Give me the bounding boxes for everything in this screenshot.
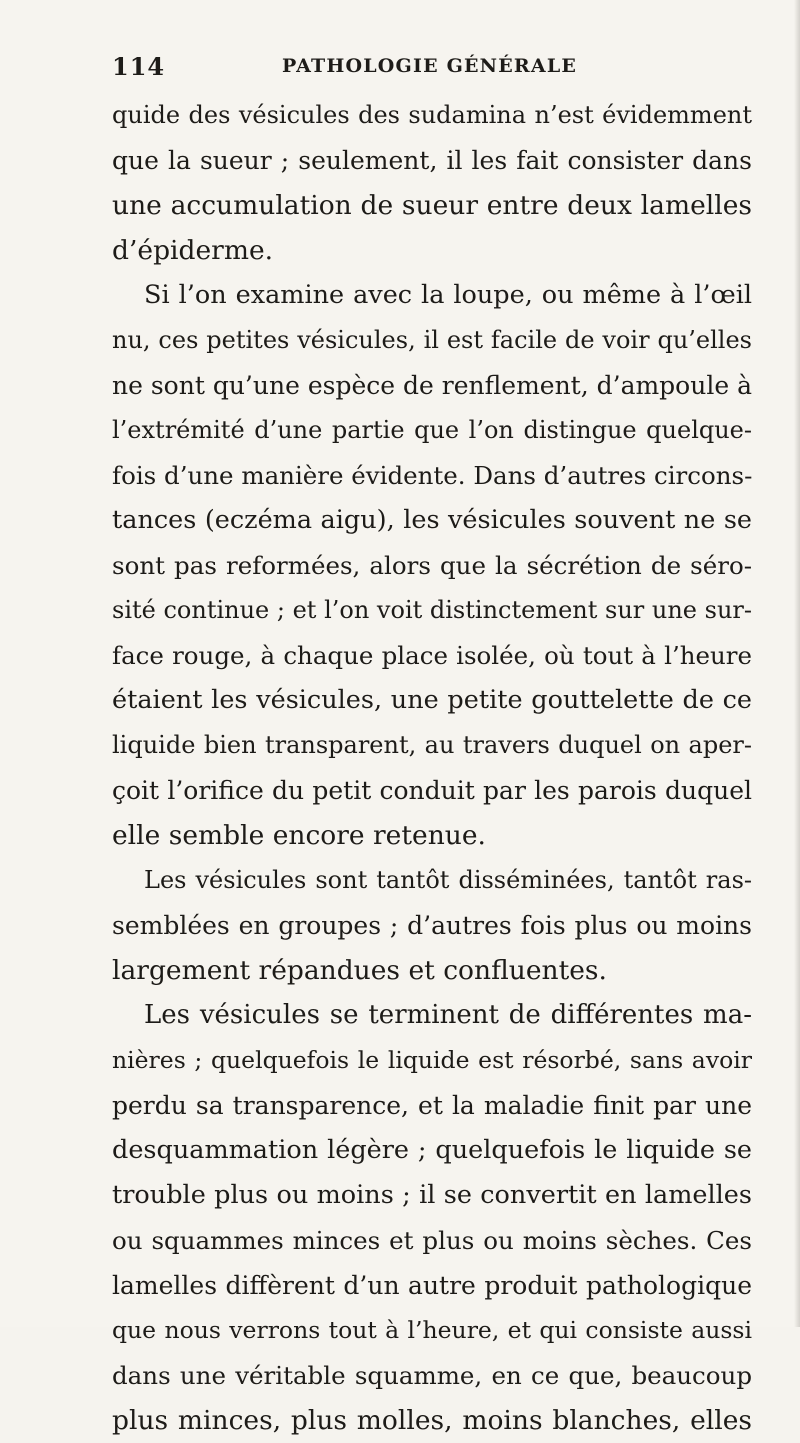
text-line: perdu sa transparence, et la maladie finit par une bbox=[112, 1091, 752, 1120]
text-line: dans une véritable squamme, en ce que, beaucoup bbox=[112, 1361, 752, 1390]
text-line: étaient les vésicules, une petite gouttelette de ce bbox=[112, 685, 752, 715]
running-head bbox=[112, 52, 752, 92]
text-line: largement répandues et confluentes. bbox=[112, 955, 607, 986]
text-line: tances (eczéma aigu), les vésicules souvent ne se bbox=[112, 505, 752, 535]
text-line: nu, ces petites vésicules, il est facile de voir qu’elles bbox=[112, 326, 752, 354]
text-line: d’épiderme. bbox=[112, 235, 274, 266]
text-line: que nous verrons tout à l’heure, et qui consiste aussi bbox=[112, 1316, 752, 1344]
body-text bbox=[112, 93, 752, 1443]
text-line: une accumulation de sueur entre deux lamelles bbox=[112, 190, 752, 221]
text-line: ne sont qu’une espèce de renflement, d’ampoule à bbox=[112, 371, 752, 400]
text-line: lamelles diffèrent d’un autre produit pathologique bbox=[112, 1271, 752, 1300]
text-line: fois d’une manière évidente. Dans d’autres circons- bbox=[112, 461, 753, 490]
text-line: semblées en groupes ; d’autres fois plus ou moins bbox=[112, 911, 752, 940]
text-line: quide des vésicules des sudamina n’est évidemment bbox=[112, 101, 752, 129]
text-line: sité continue ; et l’on voit distinctement sur une sur- bbox=[112, 596, 752, 624]
text-line: desquammation légère ; quelquefois le liquide se bbox=[112, 1135, 752, 1165]
text-line: nières ; quelquefois le liquide est résorbé, sans avoir bbox=[112, 1046, 752, 1074]
text-line: trouble plus ou moins ; il se convertit en lamelles bbox=[112, 1180, 752, 1210]
text-line: sont pas reformées, alors que la sécrétion de séro- bbox=[112, 551, 752, 580]
text-line: face rouge, à chaque place isolée, où tout à l’heure bbox=[112, 641, 752, 670]
text-line: que la sueur ; seulement, il les fait consister dans bbox=[112, 146, 752, 175]
text-line: Les vésicules se terminent de différentes ma- bbox=[144, 1000, 752, 1030]
text-line: çoit l’orifice du petit conduit par les parois duquel bbox=[112, 776, 752, 805]
text-line: ou squammes minces et plus ou moins sèches. Ces bbox=[112, 1226, 752, 1255]
text-line: Les vésicules sont tantôt disséminées, tantôt ras- bbox=[144, 866, 752, 894]
running-title: PATHOLOGIE GÉNÉRALE bbox=[282, 55, 578, 77]
text-line: plus minces, plus molles, moins blanches, elles bbox=[112, 1405, 752, 1436]
text-line: Si l’on examine avec la loupe, ou même à l’œil bbox=[144, 280, 752, 310]
page-edge-shadow bbox=[794, 0, 800, 1327]
text-line: l’extrémité d’une partie que l’on distingue quelque- bbox=[112, 416, 752, 444]
text-line: elle semble encore retenue. bbox=[112, 820, 486, 851]
page-number: 114 bbox=[112, 52, 166, 81]
text-line: liquide bien transparent, au travers duquel on aper- bbox=[112, 731, 752, 759]
